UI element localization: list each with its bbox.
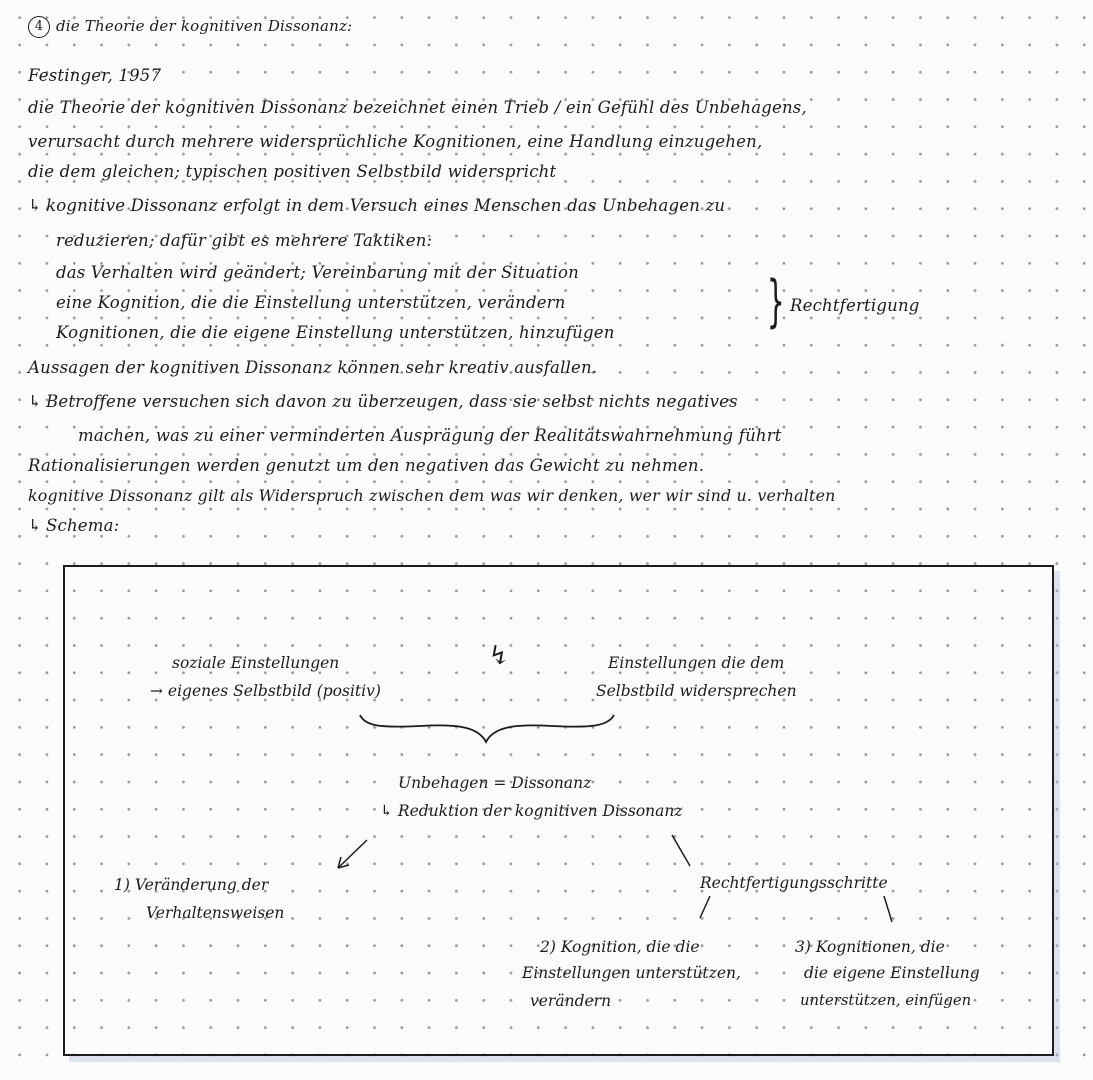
definition: kognitive Dissonanz gilt als Widerspruch zwischen dem was wir denken, wer wir sind u. verhalten (28, 486, 836, 505)
option-1-line: 1) Veränderung der (114, 876, 269, 894)
option-1-line: Verhaltensweisen (146, 904, 285, 922)
statement: Aussagen der kognitiven Dissonanz können sehr kreativ ausfallen. (28, 358, 598, 377)
arrow-point-1-text: kognitive Dissonanz erfolgt in dem Versuch eines Menschen das Unbehagen zu (46, 196, 726, 215)
schema-center-sub: ↳ Reduktion der kognitiven Dissonanz (380, 802, 683, 820)
heading-title: die Theorie der kognitiven Dissonanz: (56, 17, 353, 35)
schema-label-text: Schema: (46, 516, 120, 535)
tactic-item: Kognitionen, die die eigene Einstellung unterstützen, hinzufügen (56, 323, 615, 342)
schema-justification: Rechtfertigungsschritte (700, 874, 888, 892)
paragraph-line: verursacht durch mehrere widersprüchliche Kognitionen, eine Handlung einzugehen, (28, 132, 763, 151)
option-3-line: die eigene Einstellung (804, 964, 980, 982)
arrow-icon: ↳ (28, 196, 43, 215)
schema-center-node: Unbehagen = Dissonanz (398, 774, 592, 792)
tactic-item: das Verhalten wird geändert; Vereinbarung mit der Situation (56, 263, 579, 282)
arrow-point-1 (28, 196, 725, 215)
arrow-point-1-continuation: reduzieren; dafür gibt es mehrere Taktiken: (56, 231, 433, 250)
option-3-line: 3) Kognitionen, die (795, 938, 945, 956)
option-3-line: unterstützen, einfügen (800, 992, 972, 1009)
rationalization: Rationalisierungen werden genutzt um den negativen das Gewicht zu nehmen. (28, 456, 705, 475)
author-line: Festinger, 1957 (28, 66, 162, 85)
tactics-brace: } (766, 269, 785, 334)
tactics-brace-label: Rechtfertigung (790, 296, 920, 315)
arrow-point-2 (28, 392, 738, 411)
tactic-item: eine Kognition, die die Einstellung unterstützen, verändern (56, 293, 566, 312)
schema-label (28, 516, 119, 535)
option-2-line: verändern (530, 992, 612, 1010)
arrow-point-2-continuation: machen, was zu einer verminderten Ausprägung der Realitätswahrnehmung führt (78, 426, 782, 445)
arrow-icon: ↳ (28, 392, 43, 411)
paragraph-line: die dem gleichen; typischen positiven Selbstbild widerspricht (28, 162, 557, 181)
option-2-line: 2) Kognition, die die (540, 938, 700, 956)
arrow-point-2-text: Betroffene versuchen sich davon zu überzeugen, dass sie selbst nichts negatives (46, 392, 738, 411)
paragraph-line: die Theorie der kognitiven Dissonanz bezeichnet einen Trieb / ein Gefühl des Unbehagens, (28, 98, 807, 117)
schema-left-line: soziale Einstellungen (172, 654, 340, 672)
schema-right-line: Selbstbild widersprechen (596, 682, 797, 700)
schema-right-line: Einstellungen die dem (608, 654, 785, 672)
heading-number: 4 (28, 16, 50, 38)
conflict-symbol: ↯ (488, 641, 510, 671)
arrow-icon: ↳ (28, 516, 43, 535)
schema-left-line: → eigenes Selbstbild (positiv) (150, 682, 381, 700)
option-2-line: Einstellungen unterstützen, (522, 964, 741, 982)
heading (28, 16, 352, 38)
